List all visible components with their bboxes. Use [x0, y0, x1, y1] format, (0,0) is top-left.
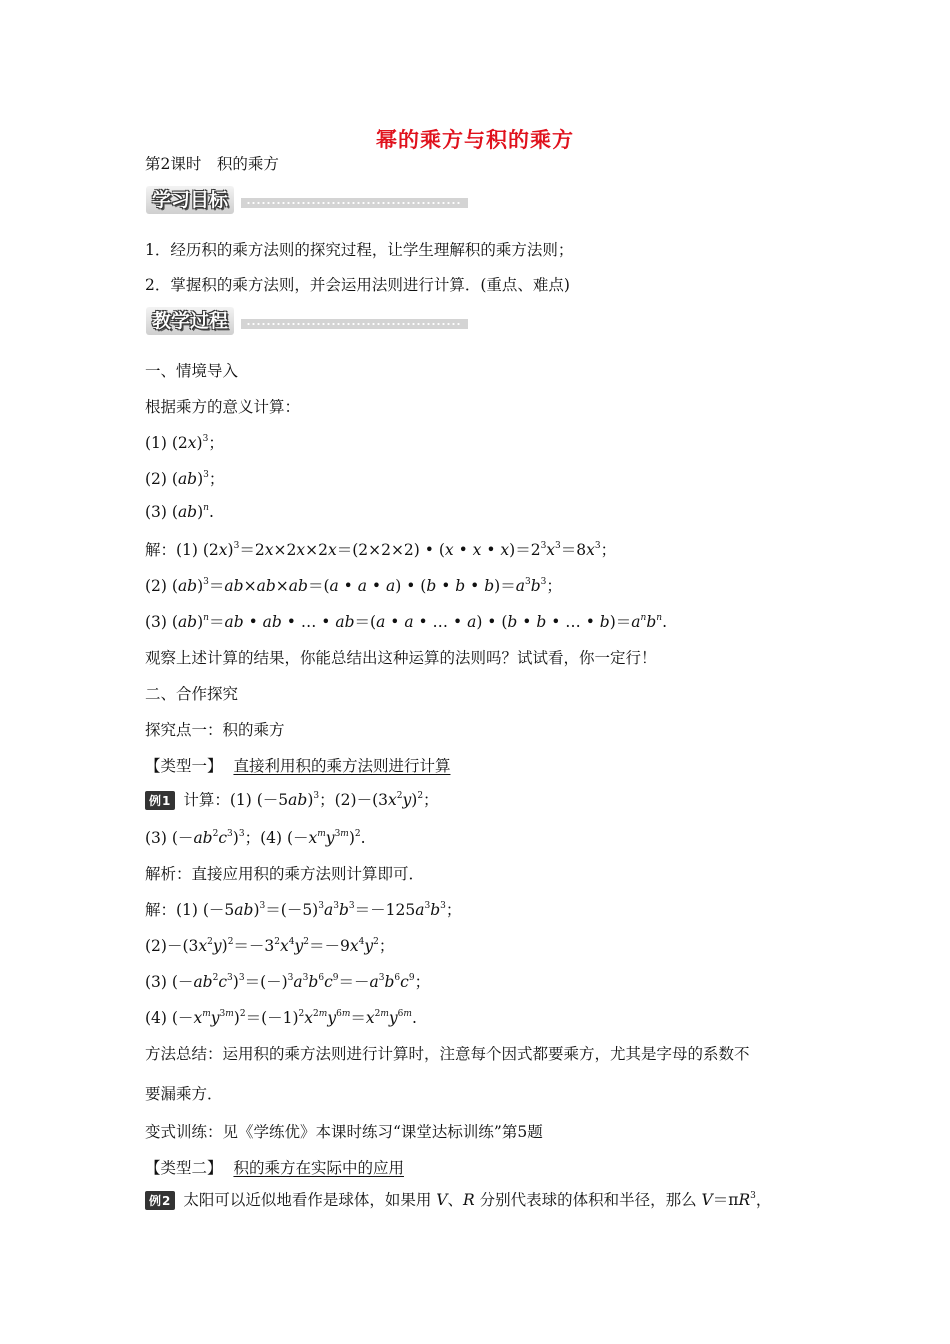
- variant-training: 变式训练：见《学练优》本课时练习“课堂达标训练”第5题: [145, 1123, 543, 1141]
- type1-line: [145, 754, 450, 776]
- process-heading: 教学过程: [146, 307, 234, 335]
- part2-heading: 二、合作探究: [145, 685, 239, 703]
- type1-title: 直接利用积的乘方法则进行计算: [233, 757, 451, 775]
- explore-point: 探究点一：积的乘方: [145, 721, 285, 739]
- banner-dots: [246, 322, 460, 326]
- problem-1: (1) $(2x)^3$；: [145, 434, 224, 452]
- solution-3: (3) (ab)$^n$＝ab • ab • … • ab＝(a • a • … • a) • (b • b • … • $b)=a^nb^n$.: [145, 613, 667, 631]
- answer-4: (4) $(-x^my^{3m})^2=(-1)^2x^{2m}y^{6m}=x^{2m}y^{6m}$.: [145, 1009, 417, 1027]
- type2-line: [145, 1156, 404, 1178]
- part1-prompt: 根据乘方的意义计算：: [145, 398, 301, 416]
- method-summary-2: 要漏乘方．: [145, 1085, 223, 1103]
- banner-dots: [246, 201, 460, 205]
- objective-2: 2．掌握积的乘方法则，并会运用法则进行计算．(重点、难点): [145, 276, 570, 294]
- analysis-line: 解析：直接应用积的乘方法则计算即可．: [145, 865, 425, 883]
- observe-prompt: 观察上述计算的结果，你能总结出这种运算的法则吗？试试看，你一定行！: [145, 649, 657, 667]
- example1-badge: 例1: [145, 791, 175, 810]
- answer-1: 解：(1) $(-5ab)^3=(-5)^3a^3b^3=-125a^3b^3$；: [145, 901, 462, 919]
- answer-3: (3) $(-ab^2c^3)^3=(-)^3a^3b^6c^9=-a^3b^6c^9$；: [145, 973, 431, 991]
- solution-1: 解：(1) $(2x)^3=2x\times 2x\times 2x=(2\times 2\times 2)$ • (x • x • $x)=2^3x^3=8x^3$；: [145, 541, 617, 559]
- type2-title: 积的乘方在实际中的应用: [233, 1159, 404, 1177]
- method-summary-1: 方法总结：运用积的乘方法则进行计算时，注意每个因式都要乘方，尤其是字母的系数不: [145, 1045, 750, 1063]
- type1-tag: 【类型一】: [145, 757, 223, 775]
- solution-2: (2) (ab)$^3$＝ab×ab×ab＝(a • a • a) • (b • b • $b)=a^3b^3$；: [145, 577, 562, 595]
- document-title: 幂的乘方与积的乘方: [376, 127, 574, 152]
- example1-line: 例1 计算：(1) $(-5ab)^3$；$(2)-(3x^2y)^2$；: [145, 788, 439, 810]
- problem-3: (3) (ab)$^n$.: [145, 503, 214, 521]
- type2-tag: 【类型二】: [145, 1159, 223, 1177]
- objectives-banner: [146, 186, 468, 216]
- example2-line: 例2 太阳可以近似地看作是球体，如果用 V、R 分别代表球的体积和半径，那么 $V=\pi R^3$，: [145, 1188, 771, 1210]
- part1-heading: 一、情境导入: [145, 362, 239, 380]
- objectives-heading: 学习目标: [146, 186, 234, 214]
- example1-line-2: (3) $(-ab^2c^3)^3$；(4) $(-x^my^{3m})^2$.: [145, 829, 366, 847]
- lesson-subtitle: 第2课时 积的乘方: [145, 155, 279, 173]
- objective-1: 1．经历积的乘方法则的探究过程，让学生理解积的乘方法则；: [145, 241, 574, 259]
- process-banner: [146, 307, 468, 337]
- problem-2: (2) (ab)$^3$；: [145, 470, 225, 488]
- answer-2: $(2)-(3x^2y)^2=-3^2x^4y^2=-9x^4y^2$；: [145, 937, 395, 955]
- example2-badge: 例2: [145, 1191, 175, 1210]
